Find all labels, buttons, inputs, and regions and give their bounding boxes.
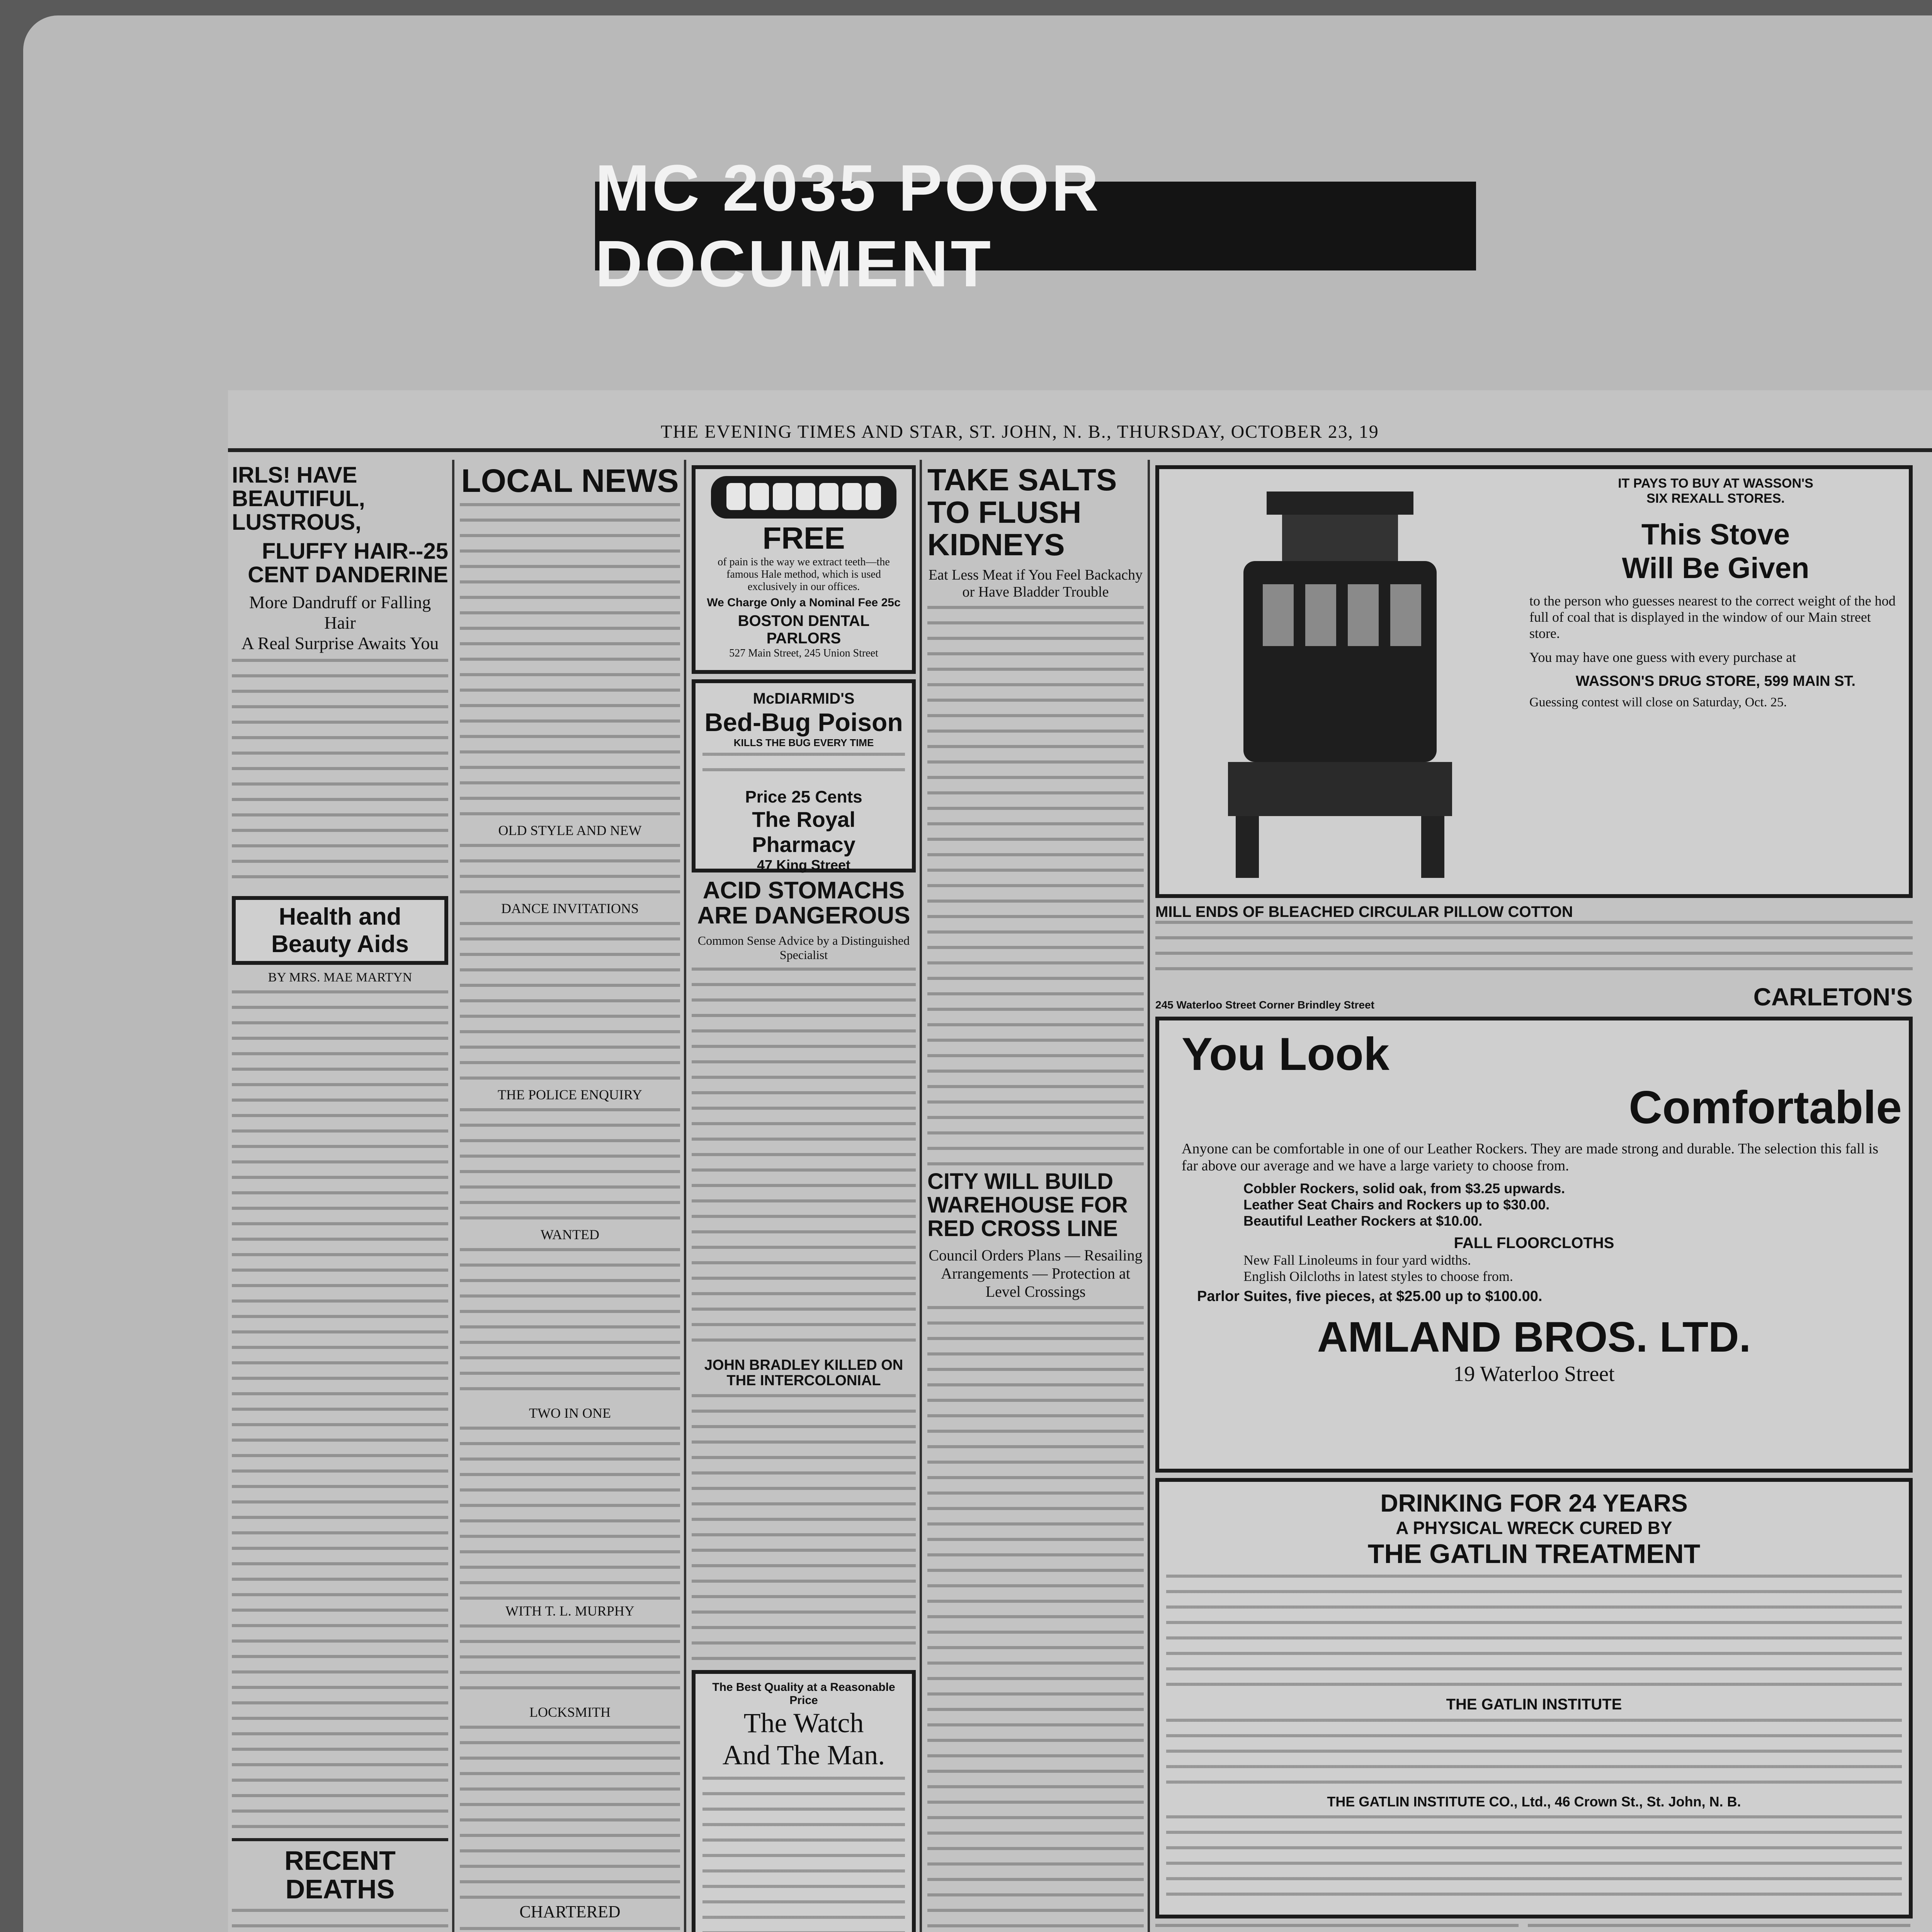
lower-right-block (1155, 1924, 1913, 1932)
stove-icon (1166, 476, 1514, 886)
article-body (692, 968, 916, 1354)
gatlin-institute: THE GATLIN INSTITUTE (1446, 1696, 1622, 1713)
dental-name: BOSTON DENTAL PARLORS (738, 612, 870, 647)
subhead-danderine: More Dandruff or Falling Hair A Real Surprise Awaits You (241, 592, 439, 653)
headline-acid: ACID STOMACHS ARE DANGEROUS (697, 877, 910, 929)
column-5 (1155, 460, 1913, 1932)
bedbug-address: 47 King Street (757, 857, 851, 873)
dental-fee: We Charge Only a Nominal Fee 25c (707, 596, 901, 609)
article-body (232, 1909, 448, 1932)
gatlin-headline-1: DRINKING FOR 24 YEARS (1380, 1489, 1688, 1517)
watch-advertisement (692, 1670, 916, 1932)
article-body (1155, 1924, 1519, 1932)
article-body (460, 1108, 680, 1224)
column-rule (1148, 460, 1150, 1932)
dental-text: of pain is the way we extract teeth—the famous Hale method, which is used exclusively in our offices. (718, 556, 890, 593)
byline: BY MRS. MAE MARTYN (268, 970, 412, 985)
headline-kidneys: TAKE SALTS TO FLUSH KIDNEYS (927, 463, 1117, 562)
column-rule (452, 460, 454, 1932)
article-body (460, 1726, 680, 1900)
gatlin-body (1166, 1575, 1902, 1690)
column-7 (1528, 1924, 1910, 1932)
bedbug-body (702, 753, 905, 784)
article-body (232, 990, 448, 1833)
bedbug-store: The Royal Pharmacy (752, 807, 855, 857)
article-body (692, 1394, 916, 1665)
local-subhead: LOCKSMITH (529, 1704, 611, 1720)
stove-store: WASSON'S DRUG STORE, 599 MAIN ST. (1575, 673, 1856, 689)
carleton-footer (1155, 983, 1913, 1011)
headline-health: Health and Beauty Aids (271, 903, 409, 958)
gatlin-company: THE GATLIN INSTITUTE CO., Ltd., 46 Crown St., St. John, N. B. (1327, 1794, 1741, 1810)
amland-suites: Parlor Suites, five pieces, at $25.00 up to $100.00. (1197, 1288, 1543, 1304)
article-body (460, 1248, 680, 1403)
headline-local-news: LOCAL NEWS (461, 463, 679, 499)
amland-name: AMLAND BROS. LTD. (1317, 1313, 1751, 1361)
article-body (1528, 1924, 1910, 1932)
local-subhead: TWO IN ONE (529, 1405, 611, 1421)
column-2 (460, 460, 680, 1932)
carleton-headline: MILL ENDS OF BLEACHED CIRCULAR PILLOW COTTON (1155, 903, 1573, 920)
watch-body (702, 1777, 905, 1932)
article-body (460, 1427, 680, 1600)
amland-address: 19 Waterloo Street (1453, 1362, 1615, 1386)
carleton-body (1155, 921, 1913, 983)
local-subhead: WITH T. L. MURPHY (505, 1603, 634, 1619)
stove-body-2: You may have one guess with every purchase at (1529, 650, 1796, 665)
gatlin-body-2 (1166, 1719, 1902, 1788)
column-6 (1155, 1924, 1519, 1932)
article-body (927, 606, 1144, 1166)
masthead (228, 413, 1932, 452)
amland-advertisement (1155, 1017, 1913, 1473)
stove-tagline-1: IT PAYS TO BUY AT WASSON'S (1618, 476, 1813, 491)
stove-headline-1: This Stove (1641, 518, 1790, 551)
article-body (232, 659, 448, 891)
local-subhead: DANCE INVITATIONS (501, 901, 639, 917)
poor-document-banner: MC 2035 POOR DOCUMENT (595, 182, 1476, 270)
subhead-warehouse: Council Orders Plans — Resailing Arrangements — Protection at Level Crossings (929, 1246, 1143, 1300)
bedbug-name: Bed-Bug Poison (704, 708, 903, 736)
divider (232, 1838, 448, 1841)
amland-fall: FALL FLOORCLOTHS (1454, 1235, 1614, 1252)
gatlin-headline-2: A PHYSICAL WRECK CURED BY (1396, 1518, 1672, 1538)
gatlin-advertisement (1155, 1478, 1913, 1918)
article-body (460, 844, 680, 898)
bedbug-advertisement (692, 679, 916, 872)
gatlin-headline-3: THE GATLIN TREATMENT (1367, 1539, 1701, 1569)
column-1 (232, 460, 448, 1932)
headline-warehouse: CITY WILL BUILD WAREHOUSE FOR RED CROSS LINE (927, 1169, 1128, 1241)
column-4 (927, 460, 1144, 1932)
bedbug-price: Price 25 Cents (745, 787, 862, 806)
article-body (460, 922, 680, 1084)
local-subhead: THE POLICE ENQUIRY (498, 1087, 642, 1103)
masthead-line: THE EVENING TIMES AND STAR, ST. JOHN, N. B., THURSDAY, OCTOBER 23, 19 (661, 422, 1379, 442)
article-body (460, 503, 680, 820)
newspaper-page (228, 390, 1932, 1932)
subhead-kidneys: Eat Less Meat if You Feel Backachy or Have Bladder Trouble (928, 567, 1143, 600)
amland-fall-2: English Oilcloths in latest styles to choose from. (1243, 1269, 1513, 1284)
local-subhead: OLD STYLE AND NEW (498, 823, 642, 838)
headline-deaths: RECENT DEATHS (284, 1845, 396, 1904)
teeth-icon (711, 476, 896, 519)
dental-address: 527 Main Street, 245 Union Street (729, 647, 878, 659)
stove-advertisement (1155, 465, 1913, 898)
column-3 (692, 460, 916, 1932)
column-rule (920, 460, 922, 1932)
article-body (460, 1927, 680, 1932)
carleton-name: CARLETON'S (1753, 983, 1913, 1011)
local-subhead: WANTED (541, 1227, 599, 1243)
amland-item-3: Beautiful Leather Rockers at $10.00. (1243, 1213, 1483, 1229)
stove-close: Guessing contest will close on Saturday, Oct. 25. (1529, 695, 1787, 709)
amland-headline-2: Comfortable (1629, 1082, 1902, 1133)
bedbug-brand: McDIARMID'S (753, 690, 855, 707)
bedbug-sub: KILLS THE BUG EVERY TIME (733, 737, 874, 748)
subhead-acid: Common Sense Advice by a Distinguished Specialist (697, 934, 910, 962)
column-rule (684, 460, 686, 1932)
stove-headline-2: Will Be Given (1622, 552, 1810, 585)
carleton-address: 245 Waterloo Street Corner Brindley Street (1155, 999, 1374, 1011)
stove-text (1529, 476, 1902, 887)
article-body (927, 1306, 1144, 1932)
headline-bradley: JOHN BRADLEY KILLED ON THE INTERCOLONIAL (704, 1357, 903, 1389)
amland-item-1: Cobbler Rockers, solid oak, from $3.25 upwards. (1243, 1180, 1565, 1196)
stove-tagline-2: SIX REXALL STORES. (1646, 491, 1785, 506)
article-body (460, 1624, 680, 1702)
headline-danderine-1: IRLS! HAVE BEAUTIFUL, LUSTROUS, (232, 463, 365, 535)
dental-advertisement (692, 465, 916, 674)
stove-body: to the person who guesses nearest to the correct weight of the hod full of coal that is displayed in the window of our Main street store. (1529, 593, 1896, 641)
amland-item-2: Leather Seat Chairs and Rockers up to $30.00. (1243, 1197, 1550, 1213)
health-beauty-header (232, 896, 448, 965)
headline-danderine-2: FLUFFY HAIR--25 CENT DANDERINE (248, 538, 448, 587)
amland-headline-1: You Look (1182, 1028, 1389, 1080)
watch-headline-2: And The Man. (722, 1739, 885, 1770)
amland-body: Anyone can be comfortable in one of our Leather Rockers. They are made strong and durable. The selection this fall is far above our average and we have a large variety to choose from. (1182, 1141, 1878, 1174)
dental-free: FREE (762, 521, 845, 555)
watch-headline-1: The Watch (743, 1707, 864, 1738)
local-subhead: CHARTERED (519, 1902, 621, 1922)
amland-fall-1: New Fall Linoleums in four yard widths. (1243, 1252, 1471, 1268)
gatlin-coupon (1166, 1815, 1902, 1900)
watch-top: The Best Quality at a Reasonable Price (712, 1680, 895, 1707)
